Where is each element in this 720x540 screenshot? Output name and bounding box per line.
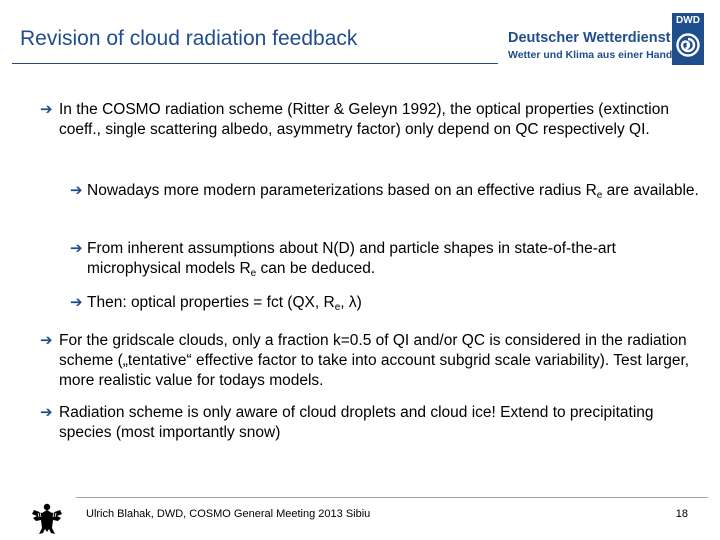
federal-eagle-icon	[30, 501, 64, 537]
arrow-right-icon: ➔	[70, 294, 83, 311]
bullet-1-1-text: Nowadays more modern parameterizations based on an effective radius $R_e$ are available.	[87, 182, 699, 201]
brand-name: Deutscher Wetterdienst	[508, 30, 671, 46]
bullet-3-text: Radiation scheme is only aware of cloud droplets and cloud ice! Extend to precipitating species (most importantly snow)	[59, 404, 654, 441]
arrow-right-icon: ➔	[70, 182, 83, 199]
bullet-2-text: For the gridscale clouds, only a fraction k=0.5 of QI and/or QC is considered in the radiation scheme („tentative“ effective factor to take into account subgrid scale variability). Test larger, more realistic value for todays models.	[59, 332, 690, 389]
bullet-1-3-text: Then: optical properties = fct (QX, $R_e$, λ)	[87, 294, 362, 313]
arrow-right-icon: ➔	[70, 240, 83, 257]
header-rule	[12, 63, 498, 64]
arrow-right-icon: ➔	[40, 332, 53, 349]
slide-title: Revision of cloud radiation feedback	[20, 27, 358, 50]
bullet-1-text: In the COSMO radiation scheme (Ritter & Geleyn 1992), the optical properties (extinction coeff., single scattering albedo, asymmetry factor) only depend on QC respectively QI.	[59, 101, 669, 138]
bullet-3	[40, 403, 700, 443]
spiral-logo-icon	[676, 32, 700, 58]
arrow-right-icon: ➔	[40, 404, 53, 421]
bullet-2	[40, 331, 700, 391]
dwd-logo	[672, 13, 704, 65]
brand-block	[508, 30, 673, 61]
bullet-1-1	[70, 181, 700, 201]
footer-text: Ulrich Blahak, DWD, COSMO General Meeting 2013 Sibiu	[86, 508, 371, 520]
bullet-1	[40, 100, 700, 140]
bullet-1-3	[70, 293, 700, 313]
bullet-1-2	[70, 239, 700, 279]
footer-rule	[76, 497, 708, 498]
bullet-1-2-text: From inherent assumptions about N(D) and particle shapes in state-of-the-art microphysical models $R_e$ can be deduced.	[87, 240, 616, 279]
arrow-right-icon: ➔	[40, 101, 53, 118]
dwd-logo-abbr: DWD	[676, 15, 700, 26]
page-number: 18	[675, 508, 688, 520]
brand-tagline: Wetter und Klima aus einer Hand	[508, 49, 673, 61]
